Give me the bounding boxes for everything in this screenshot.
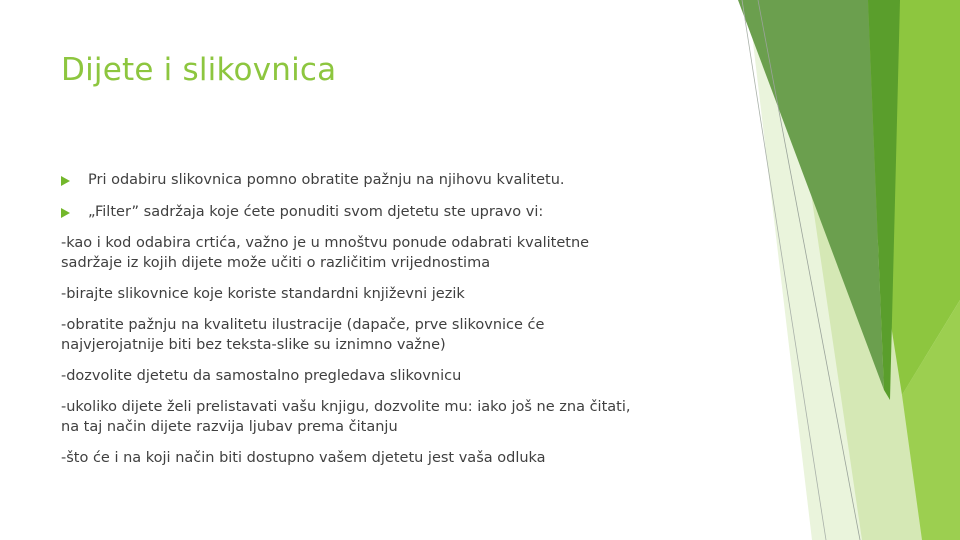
paragraph-1 <box>61 233 741 273</box>
paragraph-4 <box>61 366 741 386</box>
paragraph-5 <box>61 397 741 437</box>
paragraph-line: -birajte slikovnice koje koriste standardni književni jezik <box>61 286 465 302</box>
body-paragraphs <box>61 233 741 479</box>
paragraph-line: -obratite pažnju na kvalitetu ilustracije (dapače, prve slikovnice će <box>61 317 545 333</box>
bullet-text: „Filter” sadržaja koje ćete ponuditi svom djetetu ste upravo vi: <box>88 204 544 220</box>
slide-title: Dijete i slikovnica <box>61 52 337 88</box>
paragraph-2 <box>61 284 741 304</box>
bullet-item-1 <box>61 171 741 189</box>
paragraph-line: najvjerojatnije biti bez teksta-slike su iznimno važne) <box>61 337 446 353</box>
paragraph-line: -kao i kod odabira crtića, važno je u mnoštvu ponude odabrati kvalitetne <box>61 235 590 251</box>
bullet-list <box>61 171 741 221</box>
bullet-text: Pri odabiru slikovnica pomno obratite pažnju na njihovu kvalitetu. <box>88 172 565 188</box>
paragraph-3 <box>61 315 741 355</box>
paragraph-line: na taj način dijete razvija ljubav prema čitanju <box>61 419 398 435</box>
triangle-right-icon <box>61 176 70 186</box>
paragraph-line: -dozvolite djetetu da samostalno pregledava slikovnicu <box>61 368 462 384</box>
paragraph-line: sadržaje iz kojih dijete može učiti o različitim vrijednostima <box>61 255 491 271</box>
paragraph-line: -ukoliko dijete želi prelistavati vašu knjigu, dozvolite mu: iako još ne zna čitati, <box>61 399 631 415</box>
triangle-right-icon <box>61 208 70 218</box>
paragraph-6 <box>61 448 741 468</box>
paragraph-line: -što će i na koji način biti dostupno vašem djetetu jest vaša odluka <box>61 450 546 466</box>
bullet-item-2 <box>61 203 741 221</box>
